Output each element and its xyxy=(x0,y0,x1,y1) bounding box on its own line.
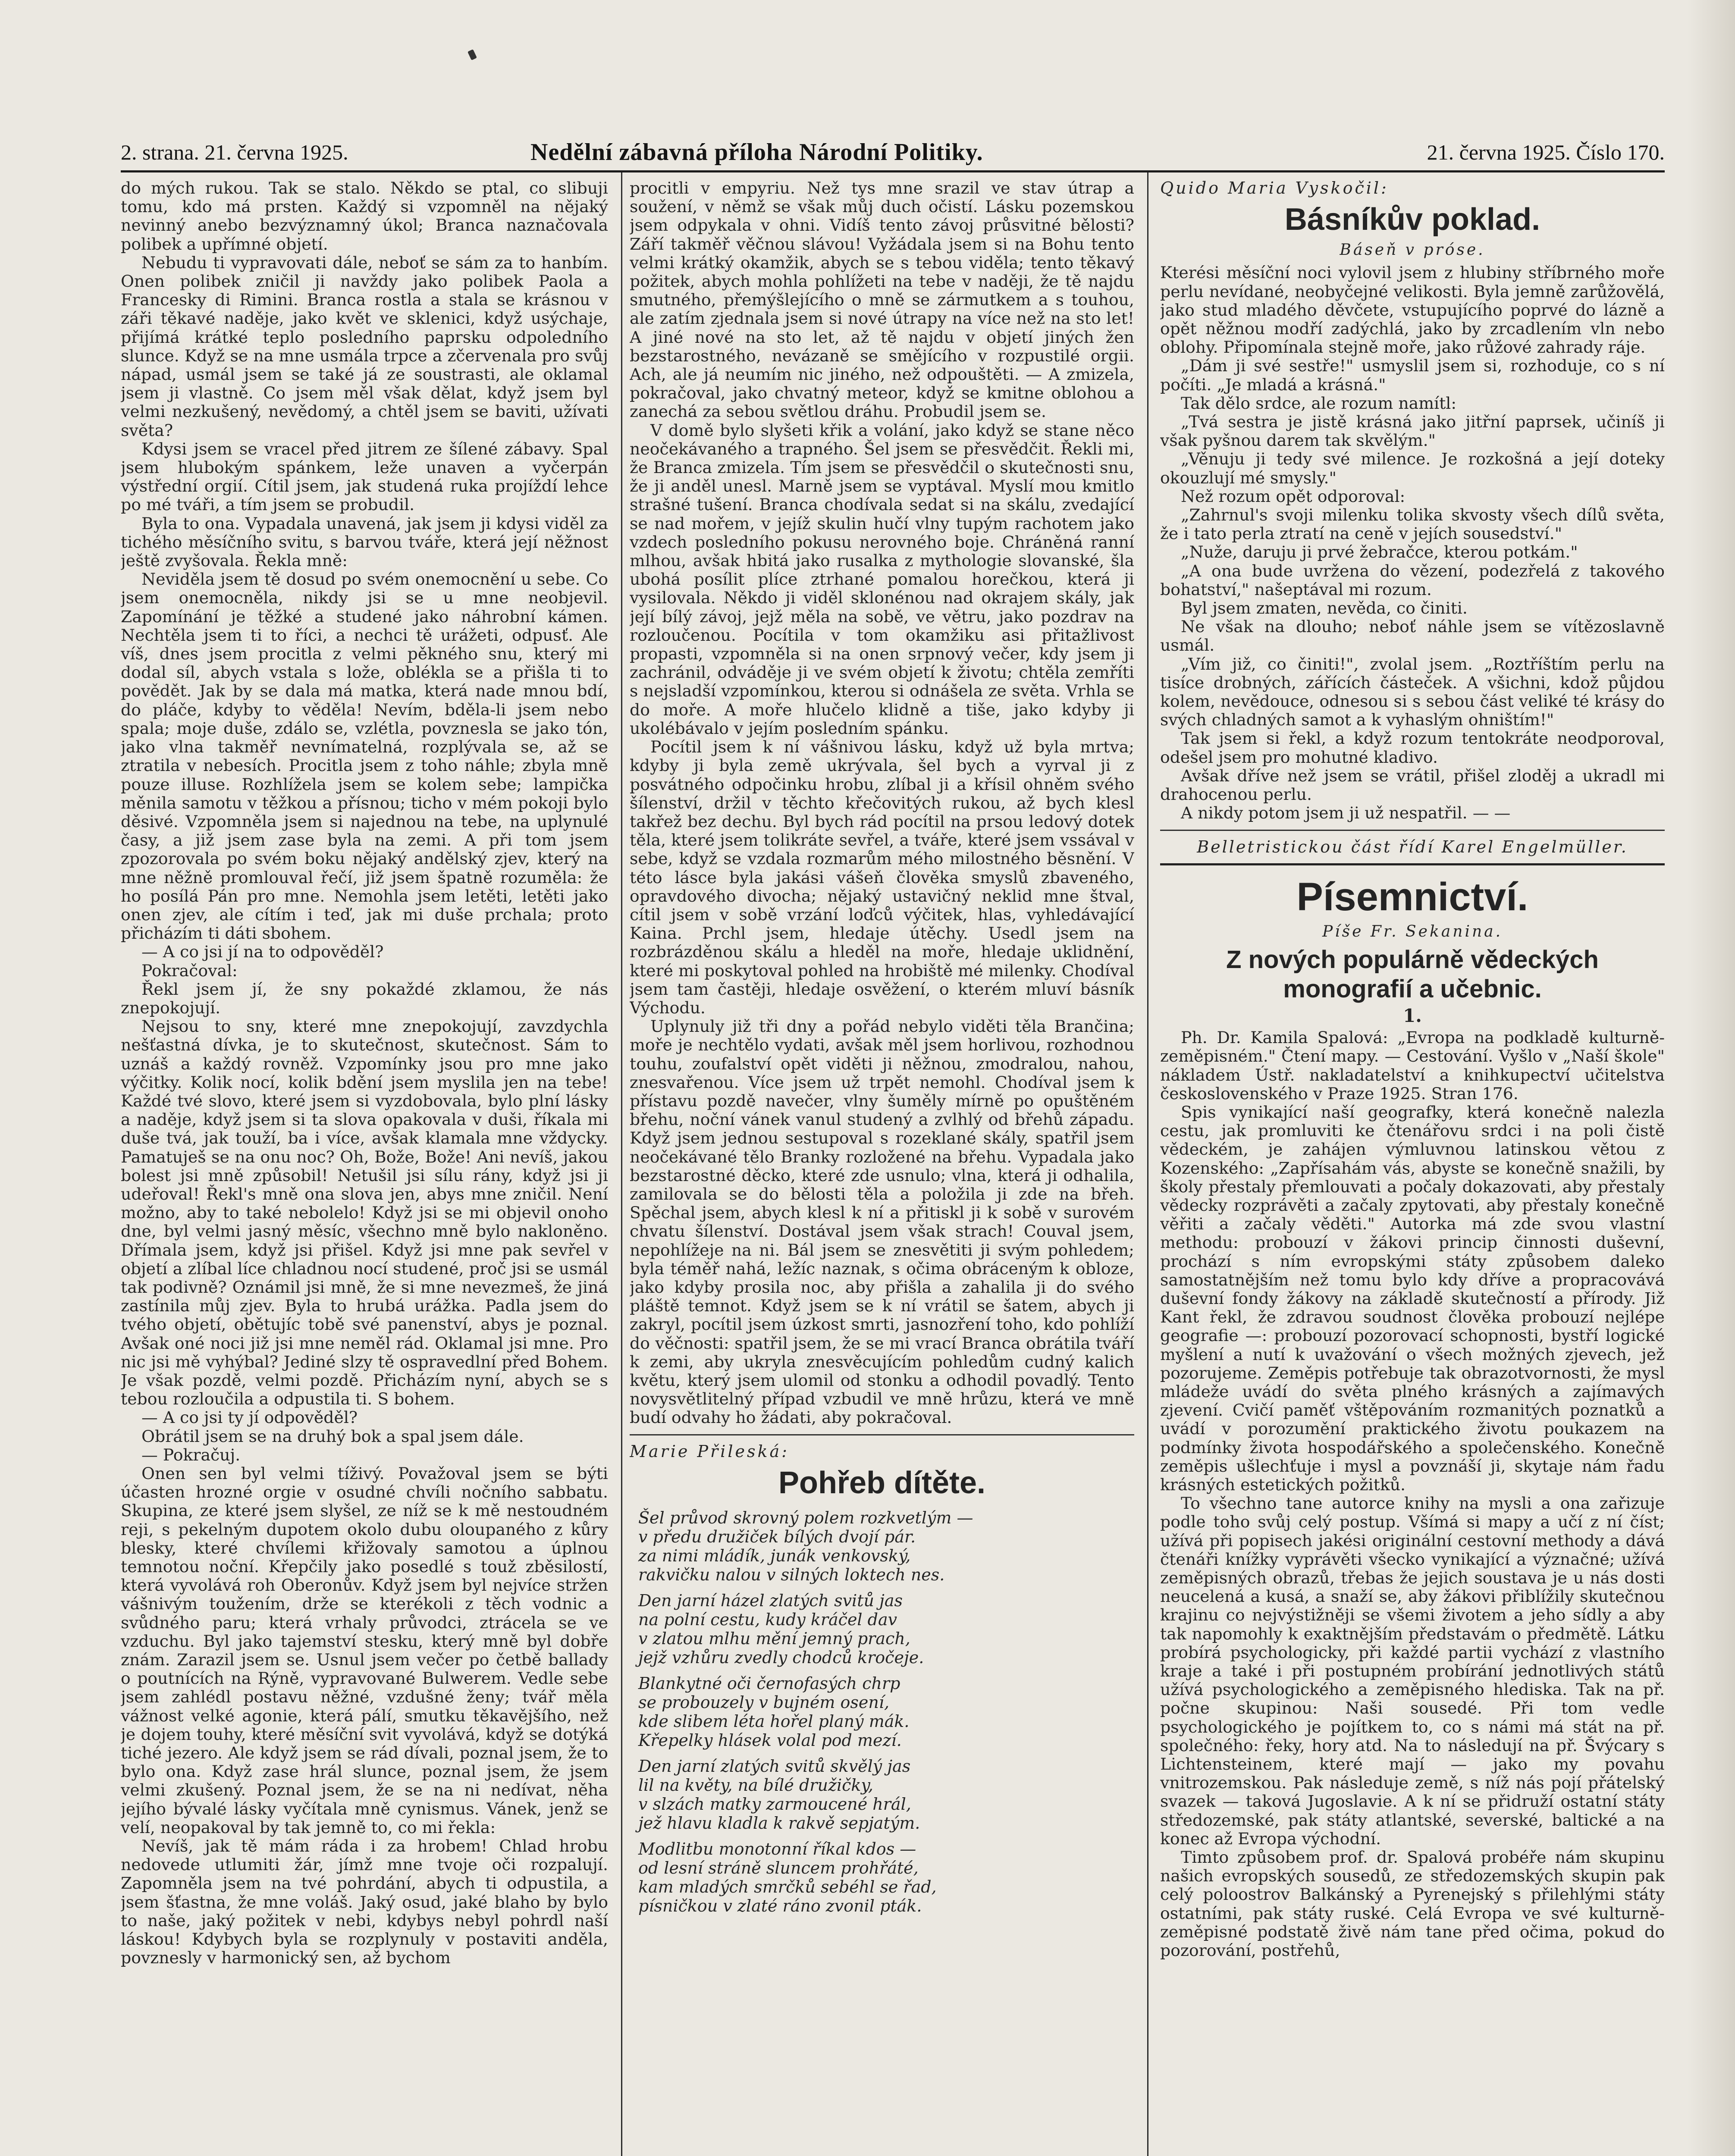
paragraph: Nevíš, jak tě mám ráda i za hrobem! Chlad hrobu nedovede utlumiti žár, jímž mne tvoje oči rozpalují. Zapomněla jsem na tvé pohrdání, abych ti odpustila, a jsem šťastna, že mne voláš. Jaký osud, jaké blaho by bylo to naše, jaký požitek v nebi, kdybys nebyl pohrdl naší láskou! Kdybych byla se rozplynuly v postaviti anděla, povznesly v harmonický sen, až bychom xyxy=(121,1836,608,1968)
poem-title: Básníkův poklad. xyxy=(1284,202,1540,237)
paragraph: „Věnuju ji tedy své milence. Je rozkošná a její doteky okouzlují mé smysly." xyxy=(1160,449,1665,487)
poem-stanza xyxy=(638,1508,1134,1584)
verse-line: lil na květy, na bílé družičky, xyxy=(638,1775,873,1795)
verse-line: Křepelky hlásek volal pod mezí. xyxy=(638,1730,902,1750)
verse-line: jež hlavu kladla k rakvě sepjatým. xyxy=(638,1813,920,1833)
verse-line: se probouzely v bujném osení, xyxy=(638,1692,890,1712)
paragraph: Avšak dříve než jsem se vrátil, přišel zloděj a ukradl mi drahocenou perlu. xyxy=(1160,766,1665,804)
page-margin-edge xyxy=(1688,0,1735,2156)
paragraph: „A ona bude uvržena do vězení, podezřelá z takového bohatství," našeptával mi rozum. xyxy=(1160,561,1665,599)
verse-line: na polní cestu, kudy kráčel dav xyxy=(638,1610,897,1629)
column-2-story xyxy=(630,179,1134,2156)
paragraph: Tak jsem si řekl, a když rozum tentokráte neodporoval, odešel jsem pro mohutné kladivo. xyxy=(1160,729,1665,767)
poem-stanza xyxy=(638,1757,1134,1833)
paragraph: Spis vynikající naší geografky, která konečně nalezla cestu, jak promluviti ke čtenářovu srdci i na poli čistě vědeckém, je zahájen výmluvnou latinskou větou z Kozenského: „Zapřísahám vás, abyste se konečně snažili, by školy přestaly přemlouvati a počaly dokazovati, aby přestaly vědecky rozprávěti a začaly zpytovati, aby přestaly konečně věřiti a začaly věděti." Autorka má zde svou vlastní methodu: probouzí v žákovi princip činnosti duševní, prochází s ním evropskými státy způsobem daleko samostatnějším než tomu bylo kdy dříve a propracovává duševní fondy žákovy na základě skutečností a přírody. Již Kant řekl, že zdravou soudnost člověka probouzí nejlépe geografie —: probouzí pozorovací schopnosti, bystří logické myšlení a nutí k uvažování o všech možných zjevech, jež pozorujeme. Zeměpis potřebuje tak obrazotvornosti, že mysl mládeže uvádí do světa plného krásných a zajímavých zjevení. Cvičí paměť vštěpováním rozmanitých poznatků a uvádí v porozumění praktického životu poukazem na podmínky života hospodářského a společenského. Konečně zeměpis ušlechťuje i mysl a povznáší ji, skytaje nám řadu krásných estetických požitků. xyxy=(1160,1102,1665,1494)
paragraph: procitli v empyriu. Než tys mne srazil ve stav útrap a soužení, v němž se však můj duch očistí. Lásku pozemskou jsem odpykala v ohni. Vidíš tento závoj průsvitné bělosti? Září takměř věčnou slávou! Vyžádala jsem si na Bohu tento velmi krátký okamžik, abych se s tebou viděla; tento těkavý požitek, abych mohla pohlížeti na tebe v naději, že tě najdu smutného, přemýšlejícího o mně se zármutkem a s touhou, ale zatím zjednala jsem si nové útrapy na více než na sto let! A jiné nové na sto let, až tě najdu v objetí jiných žen bezstarostného, nevázaně se smějícího v rozpustilé orgii. Ach, ale já neumím nic jiného, než odpouštěti. — A zmizela, pokračoval, jako chvatný meteor, když se kmitne oblohou a zanechá za sebou světlou dráhu. Probudil jsem se. xyxy=(630,179,1134,421)
verse-line: Šel průvod skrovný polem rozkvetlým — xyxy=(638,1508,973,1527)
article-lead: Ph. Dr. Kamila Spalová: „Evropa na podkladě kulturně-zeměpisném." Čtení mapy. — Cestování. Vyšlo v „Naší škole" nákladem Ústř. nakladatelství a knihkupectví učitelstva československého v Praze 1925. Stran 176. xyxy=(1160,1028,1665,1103)
column-1-story xyxy=(121,179,608,2156)
paragraph: — A co jsi ty jí odpověděl? xyxy=(141,1408,358,1427)
header-issue: 21. června 1925. Číslo 170. xyxy=(1427,140,1665,164)
paragraph: Pocítil jsem k ní vášnivou lásku, když už byla mrtva; kdyby ji byla země ukrývala, šel bych a vyrval ji z posvátného odpočinku hrobu, zlíbal ji a křísil ohněm svého šílenství, držil v těchto křečovitých rukou, až bych klesl takřež bez dechu. Byl bych rád pocítil na prsou ledový dotek těla, které jsem tolikráte sevřel, a tváře, které jsem vssával v sebe, když se vzdala rozmarům mého milostného běsnění. V této lásce byla jakási vášeň člověka smyslů zbaveného, opravdového divocha; nějaký ustavičný neklid mne štval, cítil jsem v sobě vrzání loďců výčitek, hlas, vyhledávající Kaina. Prchl jsem, hledaje útěchy. Usedl jsem na rozbrázděnou skálu a hleděl na moře, hledaje uklidnění, které mi poskytoval pohled na hrobiště mé milenky. Chodíval jsem tam častěji, hledaje osvěžení, o kterém mluví básník Východu. xyxy=(630,737,1134,1017)
article-author: Píše Fr. Sekanina. xyxy=(1322,922,1503,940)
paragraph-text: Kterési měsíční noci vylovil jsem z hlubiny stříbrného moře perlu nevídané, neobyčejné velikosti. Byla jemně zarůžovělá, jako stud mladého děvčete, vstupujícího poprvé do lázně a opět něžnou modří zadýchlá, jako by zrcadlením vln nebo oblohy. Připomínala stejně moře, jako růžové zahrady ráje. xyxy=(1160,263,1665,357)
paragraph: Neviděla jsem tě dosud po svém onemocnění u sebe. Co jsem onemocněla, nikdy jsi se u mne neobjevil. Zapomínání je těžké a studené jako náhrobní kámen. Nechtěla jsem ti to říci, a nechci tě urážeti, odpusť. Ale víš, dnes jsem procitla z velmi pěkného snu, který mi dodal síl, abych vstala s lože, oblékla se a přišla ti to povědět. Jak by se dala má matka, která nade mnou bdí, do pláče, kdyby to věděla! Nevím, bděla-li jsem nebo spala; moje duše, zdálo se, vzlétla, povznesla se jako tón, jako vlna takměř nevnímatelná, rozplývala se, až se ztratila v nebesích. Procitla jsem z toho náhle; zbyla mně pouze illuse. Rozhlížela jsem se kolem sebe; lampička měnila samotu v těžkou a přísnou; ticho v mém pokoji bylo děsivé. Vzpomněla jsem si najednou na tebe, na uplynulé časy, a již jsem zase byla na zemi. A při tom jsem zpozorovala po svém boku nějaký andělský zjev, který na mne něžně promlouval řečí, již jsem špatně rozuměla: že ho posílá Pán pro mne. Nemohla jsem letěti, letěti jako onen zjev, ale cítím i teď, jak mi duše prchala; proto přicházím ti dáti sbohem. xyxy=(121,570,608,943)
paragraph: „Tvá sestra je jistě krásná jako jitřní paprsek, učiníš ji však pyšnou darem tak skvělým." xyxy=(1160,412,1665,450)
poem-author: Marie Přileská: xyxy=(630,1442,789,1461)
verse-line: písničkou v zlaté ráno zvonil pták. xyxy=(638,1896,922,1915)
article-number: 1. xyxy=(1403,1005,1422,1026)
section-rule xyxy=(630,1434,1134,1435)
paragraph: Obrátil jsem se na druhý bok a spal jsem dále. xyxy=(141,1426,524,1446)
paragraph: Byla to ona. Vypadala unavená, jak jsem ji kdysi viděl za tichého měsíčního svitu, s barvou tváře, která její něžnost ještě zvyšovala. Řekla mně: xyxy=(121,514,608,570)
column-divider xyxy=(1147,172,1148,2156)
paragraph: „Nuže, daruju ji prvé žebračce, kterou potkám." xyxy=(1181,542,1578,562)
paragraph: Byl jsem zmaten, nevěda, co činiti. xyxy=(1181,599,1468,618)
verse-line: Den jarní házel zlatých svitů jas xyxy=(638,1591,903,1610)
paragraph: Nejsou to sny, které mne znepokojují, zavzdychla nešťastná dívka, je to skutečnost, skutečnost. Sám to uznáš a každý rovněž. Vzpomínky jsou pro mne jako výčitky. Kolik nocí, kolik bdění jsem myslila jen na tebe! Každé tvé slovo, které jsem si vyzdobovala, bylo plní lásky a naděje, když jsem si ta slova opakovala v duši, říkala mi duše tvá, jak touží, ba i více, avšak klamala mne vždycky. Pamatuješ se na onu noc? Oh, Bože, Bože! Ani nevíš, jakou bolest jsi mně způsobil! Netušil jsi sílu rány, když jsi ji udeřoval! Řekl's mně ona slova jen, abys mne zničil. Není možno, aby to také nebolelo! Když jsi se mi objevil onoho dne, byl velmi jasný měsíc, všechno mně bylo nakloněno. Dřímala jsem, když jsi přišel. Když jsi mne pak sevřel v objetí a zlíbal líce chladnou nocí studené, proč jsi se usmál tak podivně? Oznámil jsi mně, že si mne nevezmeš, že jiná zastínila můj zjev. Byla to hrubá urážka. Padla jsem do tvého objetí, obětujíc tobě své panenství, abys je poznal. Avšak oné noci již jsi mne neměl rád. Oklamal jsi mne. Pro nic jsi mě vyhýbal? Jediné slzy tě ospravedlní před Bohem. Je však pozdě, velmi pozdě. Přicházím nyní, abych se s tebou rozloučila a odpustila ti. S bohem. xyxy=(121,1017,608,1409)
section-rule xyxy=(1160,830,1665,831)
paragraph: — A co jsi jí na to odpověděl? xyxy=(141,942,384,962)
paragraph: „Dám ji své sestře!" usmyslil jsem si, rozhoduje, co s ní počíti. „Je mladá a krásná." xyxy=(1160,356,1665,394)
poem-author: Quido Maria Vyskočil: xyxy=(1160,179,1389,197)
editor-note: Belletristickou část řídí Karel Engelmüller. xyxy=(1197,837,1628,856)
page-header xyxy=(121,137,1665,167)
paragraph xyxy=(1160,263,1665,357)
poem-stanza xyxy=(638,1839,1134,1915)
verse-line: Modlitbu monotonní říkal kdos — xyxy=(638,1839,916,1858)
column-divider xyxy=(621,172,622,2156)
paragraph: Řekl jsem jí, že sny pokaždé zklamou, že nás znepokojují. xyxy=(121,979,608,1017)
header-rule xyxy=(121,170,1665,172)
paragraph: Uplynuly již tři dny a pořád nebylo viděti těla Brančina; moře je nechtělo vydati, avšak měl jsem horlivou, rozhodnou touhu, zoufalství opět viděti ji něžnou, zmodralou, nahou, znesvařenou. Více jsem už trpět nemohl. Chodíval jsem k přístavu pozdě navečer, vlny šuměly mírně po opuštěném břehu, noční vánek vanul studený a zvlhlý od břehů západu. Když jsem jednou sestupoval s rozeklané skály, spatřil jsem neočekávané tělo Branky rozložené na břehu. Vypadala jako bezstarostné děcko, které zde usnulo; vlna, která ji odhalila, zamilovala se do bělosti těla a položila ji zde na břeh. Spěchal jsem, abych klesl k ní a přitiskl ji k sobě v surovém chvatu šílenství. Dostával jsem však strach! Couval jsem, nepohlížeje na ni. Bál jsem se znesvětiti ji svým pohledem; byla téměř nahá, ležíc naznak, s očima obráceným k obloze, jako kdyby prosila noc, aby přišla a zahalila ji do svého pláště temnot. Když jsem se k ní vrátil se šatem, abych ji zakryl, pocítil jsem úzkost smrti, jasnozření toho, kdo pohlíží do věčnosti: spatřil jsem, že se mi vrací Branca obrátila tváří k zemi, aby ukryla znesvěcujícím pohledům cudný kalich květu, který jsem ulomil od stonku a odhodil povadlý. Tento novysvětlitelný případ vzbudil ve mně hrůzu, která ve mně budí odvahy ho žádati, aby pokračoval. xyxy=(630,1017,1134,1427)
verse-line: za nimi mládík, junák venkovský, xyxy=(638,1546,911,1565)
poem-stanza xyxy=(638,1591,1134,1667)
ink-mark xyxy=(467,49,477,60)
header-title: Nedělní zábavná příloha Národní Politiky. xyxy=(530,139,983,166)
poem-title: Pohřeb dítěte. xyxy=(778,1465,986,1500)
paragraph: Nebudu ti vypravovati dále, neboť se sám za to hanbím. Onen polibek zničil ji navždy jako polibek Paola a Francesky di Rimini. Branca rostla a stala se krásnou v záři těkavé naděje, jako květ ve sklenici, když usýchaje, přijímá krátké teplo posledního paprsku odpoledního slunce. Když se na mne usmála trpce a zčervenala pro svůj nápad, usmál jsem se také já ze soustrasti, ale oklamal jsem ji vlastně. Co jsem měl však dělat, když jsem byl velmi nezkušený, nevědomý, a chtěl jsem se baviti, užívati světa? xyxy=(121,253,608,440)
paragraph: Než rozum opět odporoval: xyxy=(1181,486,1406,506)
header-date: 2. strana. 21. června 1925. xyxy=(121,140,348,164)
paragraph: Ne však na dlouho; neboť náhle jsem se vítězoslavně usmál. xyxy=(1160,617,1665,655)
verse-line: rakvičku nalou v silných loktech nes. xyxy=(638,1565,945,1584)
paragraph: Timto způsobem prof. dr. Spalová probéře nám skupinu našich evropských sousedů, ze středozemských skupin pak celý poloostrov Balkánský a Pyrenejský s přilehlými státy ostatními, pak státy ruské. Celá Evropa ve své kulturně-zeměpisné podstatě živě nám tane před očima, pokud do pozorování, postřehů, xyxy=(1160,1848,1665,1960)
paragraph: Kdysi jsem se vracel před jitrem ze šílené zábavy. Spal jsem hlubokým spánkem, leže unaven a vyčerpán výstřední orgií. Cítil jsem, jak studená ruka projíždí lehce po mé tváři, a tím jsem se probudil. xyxy=(121,439,608,514)
verse-line: Blankytné oči černofasých chrp xyxy=(638,1673,900,1693)
poem-stanza xyxy=(638,1674,1134,1750)
verse-line: kam mladých smrčků sebéhl se řad, xyxy=(638,1877,937,1896)
verse-line: v předu družiček bílých dvojí pár. xyxy=(638,1527,916,1546)
paragraph: A nikdy potom jsem ji už nespatřil. — — xyxy=(1181,803,1511,823)
paragraph: Pokračoval: xyxy=(141,961,238,980)
paragraph: „Zahrnul's svoji milenku tolika skvosty všech dílů světa, že i tato perla ztratí na ceně v jejích sousedství." xyxy=(1160,505,1665,543)
paragraph: „Vím již, co činiti!", zvolal jsem. „Roztříštím perlu na tisíce drobných, zářících částeček. A všichni, kdož půjdou kolem, nevědouce, odnesou si s sebou část veliké té krásy do svých chladných samot a k vyhaslým ohništím!" xyxy=(1160,654,1665,730)
column-3 xyxy=(1160,179,1665,2156)
verse-line: jejž vzhůru zvedly chodců kročeje. xyxy=(638,1648,924,1667)
paragraph: Tak dělo srdce, ale rozum namítl: xyxy=(1181,393,1457,413)
verse-line: kde slibem léta hořel planý mák. xyxy=(638,1711,910,1731)
paragraph: do mých rukou. Tak se stalo. Někdo se ptal, co slibuji tomu, kdo má prsten. Každý si vzpomněl na nějaký nevinný anebo bezvýznamný úkol; Branca naznačovala polibek a upřímné objetí. xyxy=(121,179,608,254)
verse-line: od lesní stráně sluncem prohřáté, xyxy=(638,1858,919,1877)
verse-line: v slzách matky zarmoucené hrál, xyxy=(638,1794,911,1814)
article-title: Z nových populárně vědeckých monografií a učebnic. xyxy=(1226,945,1599,1003)
paragraph: V domě bylo slyšeti křik a volání, jako když se stane něco neočekávaného a trapného. Šel jsem se přesvědčit. Řekli mi, že Branca zmizela. Tím jsem se přesvědčil o skutečnosti snu, že ji anděl unesl. Marně jsem se vyptával. Myslí mou kmitlo strašné tušení. Branca chodívala sedat si na skálu, zvedající se nad mořem, v jejíž skulin hučí vlny tupým rachotem jako vzdech posledního pokusu nerovného boje. Chráněná ranní mlhou, avšak hbitá jako rusalka z mythologie slovanské, šla ubohá posílit plíce ztrhané pomalou horečkou, která ji vysilovala. Někdo ji viděl sklonénou nad okrajem skály, jak její bílý závoj, jejž měla na sobě, ve větru, jako pozdrav na rozloučenou. Pocítila v tom okamžiku asi přitažlivost propasti, vzpomněla si na onen srpnový večer, kdy jsem ji zachránil, odváděje ji ve svém objetí k životu; chtěla zemříti s nejsladší vzpomínkou, kterou si odnášela ze světa. Vrhla se do moře. A moře hlučelo klidně a tiše, jako kdyby ji ukolébávalo v jejím posledním spánku. xyxy=(630,420,1134,738)
poem-subtitle: Báseň v próse. xyxy=(1340,241,1485,259)
paragraph: — Pokračuj. xyxy=(141,1445,241,1464)
section-title: Písemnictví. xyxy=(1296,874,1528,919)
paragraph: Onen sen byl velmi tíživý. Považoval jsem se býti účasten hrozné orgie v osudné chvíli nočního sabbatu. Skupina, ze které jsem slyšel, ze níž se k mě nestoudném reji, s pekelným dupotem okolo dubu oloupaného z kůry blesky, které chvílemi křižovaly samotou a úplnou temnotou noční. Křepčily jako posedlé s touž zběsilostí, která vyvolává roh Oberonův. Když jsem byl nejvíce stržen vášnivým toužením, drže se kterékoli z těch vodnic a svůdného paru; která vrhaly průvodci, ztrácela se ve vzduchu. Byl jako tajemství stesku, který mně byl dobře znám. Zarazil jsem se. Usnul jsem večer po četbě ballady o poutnících na Rýně, vypravované Bulwerem. Vedle sebe jsem zahlédl postavu něžné, vzdušné ženy; tvář měla vážnost velké agonie, která pálí, smutku těkavějšího, než je dojem touhy, které měsíční svit vyvolává, když se dotýká tiché jezero. Ale když jsem se rád dívali, poznal jsem, že to bylo ona. Když zase hrál slunce, poznal jsem, že jsem velmi zkušený. Poznal jsem, že se na ni nedívat, něha jejího bývalé lásky vyčítala mně cynismus. Vánek, jenž se velí, neopakoval by tak jemně to, co mi řekla: xyxy=(121,1464,608,1837)
paragraph: To všechno tane autorce knihy na mysli a ona zařizuje podle toho svůj celý postup. Všímá si mapy a učí z ní číst; užívá při popisech jakési originální cestovní methody a dává čtenáři knížky vyprávěti všecko vynikající a význačné; užívá zeměpisných obrazů, třebas že jejich soustava je u nás dosti neucelená a kusá, a snaží se, aby žákovi přiblížily skutečnou krajinu co nejvýstižněji se všemi životem a jeho sídly a aby tak napomohly k exaktnějším představám o předmětě. Látku probírá psychologicky, při každé partii vychází z vlastního kraje a také i při postupném probírání jednotlivých států užívá psychologického a zeměpisného hlediska. Tak na př. počne skupinou: Naši sousedé. Při tom vedle psychologického je pojítkem to, co s námi má stát na př. společného: řeky, hory atd. Na to následují na př. Švýcary s Lichtensteinem, které mají — jako my povahu vnitrozemskou. Pak následuje země, s níž nás pojí přátelský svazek — taková Jugoslavie. A k ní se přidruží ostatní státy středozemské, pak státy atlantské, severské, baltické a na konec až Evropa východní. xyxy=(1160,1494,1665,1848)
section-rule xyxy=(1160,863,1665,865)
verse-line: Den jarní zlatých svitů skvělý jas xyxy=(638,1756,911,1776)
verse-line: v zlatou mlhu mění jemný prach, xyxy=(638,1629,910,1648)
